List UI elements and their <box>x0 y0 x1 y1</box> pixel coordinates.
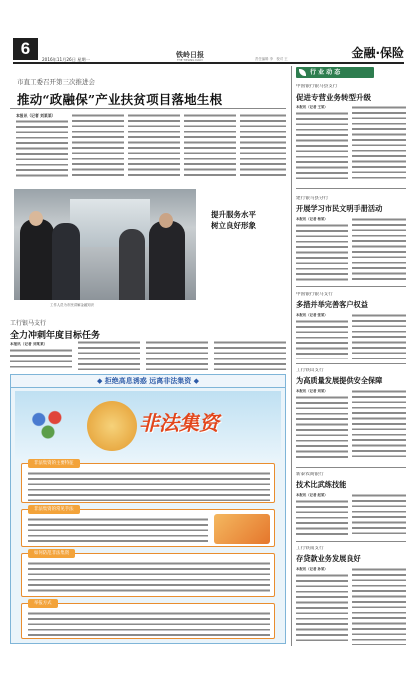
lead-story <box>10 66 286 180</box>
story-headline: 促进专营业务转型升级 <box>296 93 371 102</box>
banner-text-2 <box>28 517 208 545</box>
story-headline: 技术比武练技能 <box>296 480 347 489</box>
banner-hero <box>15 391 281 459</box>
banner-label-2: 非法集资的常见手法 <box>28 505 80 514</box>
lead-col-5 <box>240 113 286 179</box>
banner-coin-circle <box>87 401 137 451</box>
story-byline: 本报讯（记者 刘某） <box>296 389 328 393</box>
banner-text-4 <box>28 611 270 637</box>
lead-kicker: 市直工委召开第三次推进会 <box>17 78 95 86</box>
story-byline: 本报讯（记者 赵某） <box>296 493 328 497</box>
masthead <box>0 0 415 72</box>
lead-col-2 <box>72 113 124 179</box>
photo-person-2 <box>52 223 80 300</box>
dateline: 2016年11月26日 星期一 <box>42 57 90 62</box>
sidebar-story-3 <box>296 292 406 360</box>
sidebar-divider <box>291 66 292 646</box>
banner-panel-4 <box>21 603 275 639</box>
banner-illustration <box>214 514 270 544</box>
story-kicker: 新泰农商银行 <box>296 472 324 477</box>
story-col-a <box>296 499 348 537</box>
banner-panel-3 <box>21 553 275 597</box>
photo-face-1 <box>29 211 43 226</box>
story-col-b <box>352 105 406 181</box>
editor-note: 责任编辑 李 校对 王 <box>255 57 288 61</box>
story-col-b <box>352 217 406 281</box>
story-col-a <box>296 573 348 645</box>
story-kicker: 建行银马县分行 <box>296 196 329 201</box>
lead-col-3 <box>128 113 180 179</box>
sidebar-header <box>296 67 374 78</box>
story-headline: 为高质量发展提供安全保障 <box>296 376 383 385</box>
sidebar-story-4 <box>296 368 406 464</box>
story-headline: 开展学习市民文明手册活动 <box>296 204 383 213</box>
story-col-a <box>296 111 348 181</box>
story-col-a <box>296 395 348 461</box>
page-number-box: 6 <box>13 38 38 60</box>
story-byline: 本报讯（记者 孙某） <box>296 567 328 571</box>
leaf-icon <box>299 69 306 76</box>
fundraising-banner <box>10 374 286 644</box>
left-col-3 <box>146 340 208 370</box>
news-photo <box>14 189 196 300</box>
photo-person-3 <box>119 229 145 300</box>
story-col-b <box>352 493 406 537</box>
photo-caption-title: 提升服务水平 树立良好形象 <box>211 210 256 230</box>
sidebar-story-2 <box>296 196 406 282</box>
paper-title: 铁岭日报 <box>176 50 204 59</box>
banner-text-1 <box>28 471 270 501</box>
lead-col-4 <box>184 113 236 179</box>
left-byline: 本报讯（记者 刘某某） <box>10 342 48 346</box>
story-kicker: 中国银行银马支行 <box>296 292 333 297</box>
sidebar-column-title: 行 业 动 态 <box>310 69 341 76</box>
left-story <box>10 318 286 370</box>
paper-subtitle: THE TIELING DAILY <box>176 58 204 62</box>
banner-text-3 <box>28 561 270 595</box>
photo-person-4 <box>149 221 185 300</box>
photo-block <box>10 185 286 317</box>
lead-byline: 本报讯（记者 刘某某） <box>16 113 56 118</box>
banner-ribbon: ◆ 拒绝高息诱惑 远离非法集资 ◆ <box>11 375 285 388</box>
story-byline: 本报讯（记者 王某） <box>296 105 328 109</box>
lead-divider <box>10 108 286 109</box>
story-byline: 本报讯（记者 杨某） <box>296 217 328 221</box>
left-col-1 <box>10 348 72 370</box>
banner-label-1: 非法集资的主要特征 <box>28 459 80 468</box>
section-title: 金融·保险 <box>351 46 404 60</box>
sidebar-rule-5 <box>296 541 406 542</box>
banner-title: 非法集资 <box>139 411 219 435</box>
story-col-b <box>352 389 406 461</box>
photo-face-4 <box>159 213 173 228</box>
lead-headline: 推动“政融保”产业扶贫项目落地生根 <box>17 92 223 107</box>
sidebar-rule-2 <box>296 286 406 287</box>
story-headline: 存贷款业务发展良好 <box>296 554 361 563</box>
story-kicker: 中国银行银马县支行 <box>296 84 338 89</box>
banner-label-4: 举报方式 <box>28 599 58 608</box>
left-col-2 <box>78 340 140 370</box>
banner-panel-2 <box>21 509 275 547</box>
sidebar-rule-4 <box>296 467 406 468</box>
story-headline: 多措并举完善客户权益 <box>296 300 368 309</box>
sidebar-rule-1 <box>296 188 406 189</box>
story-kicker: 工行铁南支行 <box>296 546 324 551</box>
banner-figures <box>25 405 71 441</box>
photo-person-1 <box>20 219 54 300</box>
story-col-b <box>352 313 406 359</box>
sidebar-story-1 <box>296 84 406 184</box>
sidebar-rule-3 <box>296 363 406 364</box>
banner-label-3: 如何防范非法集资 <box>28 549 75 558</box>
sidebar-story-5 <box>296 472 406 538</box>
sidebar-story-6 <box>296 546 406 646</box>
story-byline: 本报讯（记者 张某） <box>296 313 328 317</box>
story-col-a <box>296 223 348 281</box>
left-headline: 全力冲刺年度目标任务 <box>10 331 101 341</box>
banner-panel-1 <box>21 463 275 503</box>
story-col-a <box>296 319 348 359</box>
masthead-rule <box>13 62 404 64</box>
photo-caption: 工作人员为市民讲解金融知识 <box>50 303 95 307</box>
lead-col-1 <box>16 119 68 179</box>
story-col-b <box>352 567 406 645</box>
left-col-4 <box>214 340 286 370</box>
story-kicker: 工行铁山支行 <box>296 368 324 373</box>
left-kicker: 工行银马支行 <box>10 320 47 327</box>
